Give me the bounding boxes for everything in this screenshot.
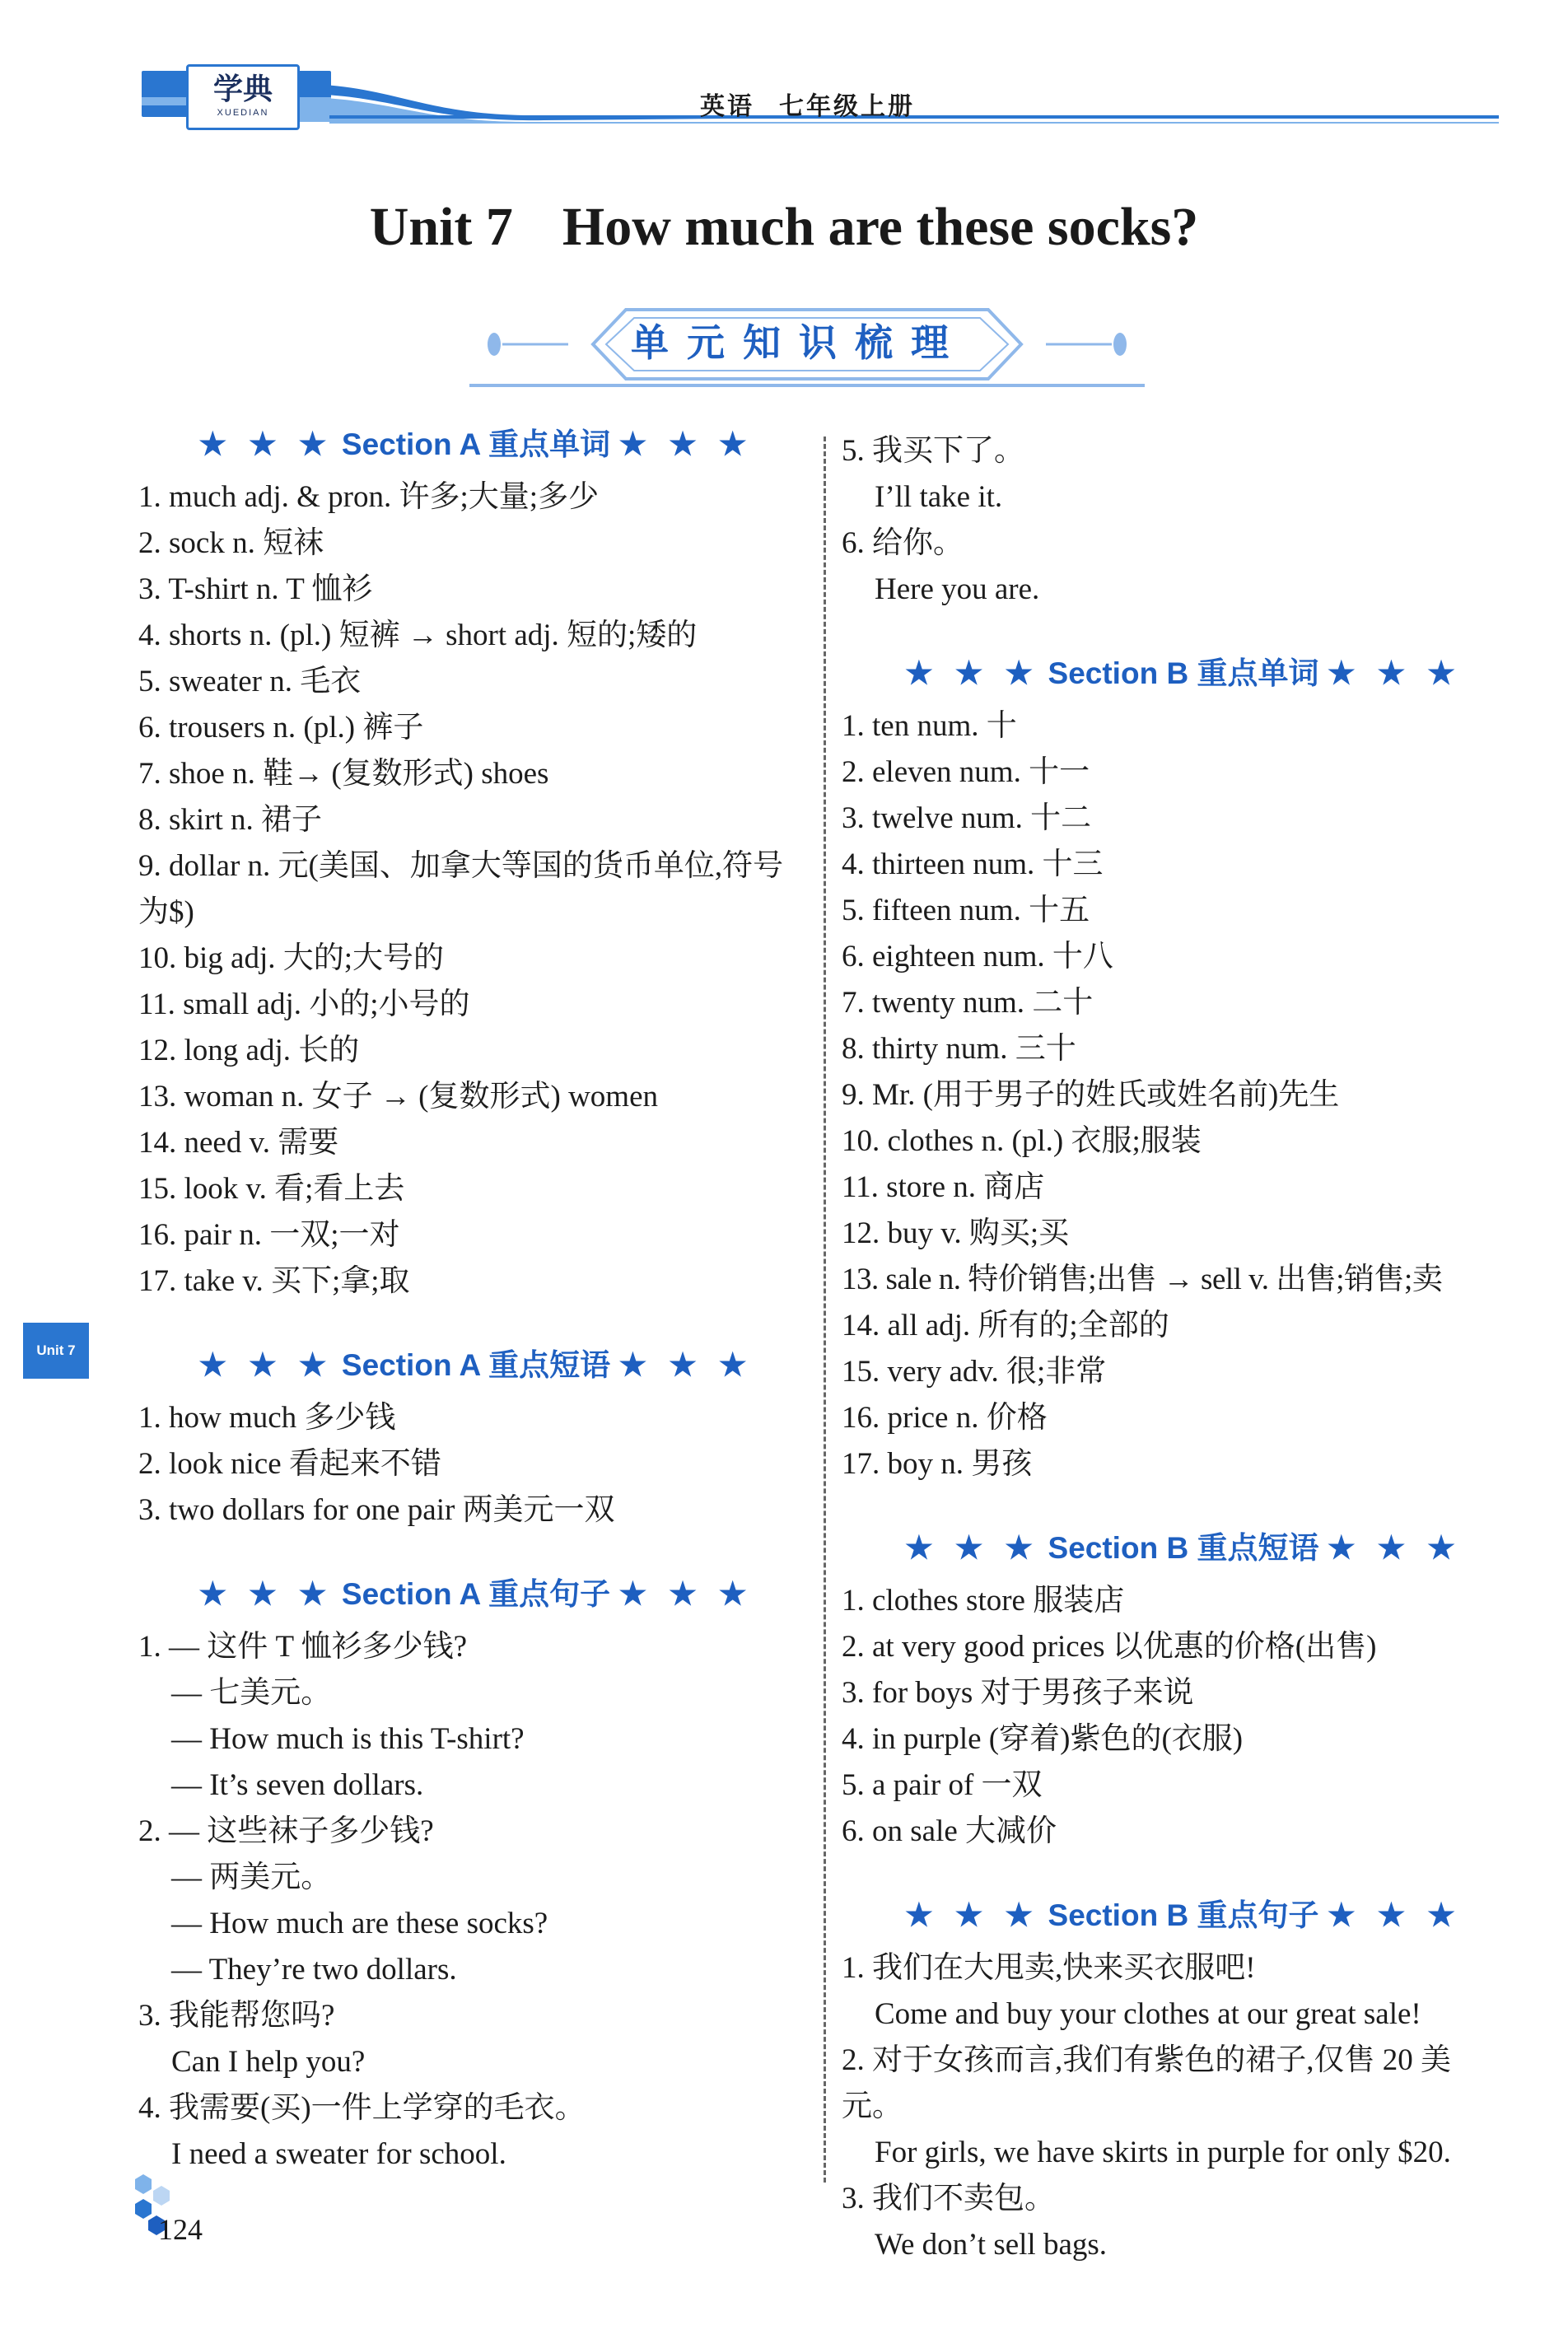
list-item: 17. boy n. 男孩 [842, 1447, 1033, 1481]
list-item: 6. eighteen num. 十八 [842, 940, 1113, 973]
list-item: Come and buy your clothes at our great sale! [875, 1997, 1421, 2031]
section-a-sentences-heading: ★ ★ ★ Section A 重点句子 ★ ★ ★ [198, 1576, 754, 1612]
list-item: 2. look nice 看起来不错 [138, 1447, 441, 1481]
grade-label: 七年级上册 [779, 92, 915, 121]
list-item: 3. two dollars for one pair 两美元一双 [138, 1493, 615, 1527]
list-item: — They’re two dollars. [171, 1953, 457, 1987]
list-item: 11. small adj. 小的;小号的 [138, 987, 470, 1021]
list-item: 10. big adj. 大的;大号的 [138, 941, 445, 975]
list-item: 3. T-shirt n. T 恤衫 [138, 572, 373, 606]
list-item: 2. 对于女孩而言,我们有紫色的裙子,仅售 20 美元。 [842, 2043, 1451, 2123]
list-item: 4. thirteen num. 十三 [842, 847, 1104, 881]
list-item: 1. clothes store 服装店 [842, 1584, 1125, 1618]
list-item: — How much are these socks? [171, 1907, 548, 1940]
list-item: 1. 我们在大甩卖,快来买衣服吧! [842, 1951, 1256, 1985]
column-divider [824, 437, 826, 2183]
list-item: 6. 给你。 [842, 526, 964, 560]
list-item: 2. — 这些袜子多少钱? [138, 1814, 434, 1848]
list-item: 8. thirty num. 三十 [842, 1032, 1076, 1066]
right-column [842, 428, 1525, 2268]
subject-label: 英语 [700, 92, 754, 121]
banner-heading: 单元知识梳理 [631, 320, 967, 365]
list-item: 4. 我需要(买)一件上学穿的毛衣。 [138, 2091, 586, 2125]
page-number: 124 [158, 2213, 203, 2246]
section-b-words-heading: ★ ★ ★ Section B 重点单词 ★ ★ ★ [904, 656, 1463, 691]
list-item: We don’t sell bags. [875, 2228, 1108, 2262]
logo-en: XUEDIAN [217, 108, 269, 118]
unit-question: How much are these socks? [562, 197, 1199, 257]
list-item: 17. take v. 买下;拿;取 [138, 1264, 410, 1298]
list-item: 6. trousers n. (pl.) 裤子 [138, 711, 424, 745]
unit-number: Unit 7 [369, 197, 513, 257]
list-item: 15. very adv. 很;非常 [842, 1355, 1107, 1389]
list-item: 8. skirt n. 裙子 [138, 803, 323, 837]
publisher-logo [186, 64, 300, 130]
section-a-phrases-heading: ★ ★ ★ Section A 重点短语 ★ ★ ★ [198, 1347, 754, 1383]
list-item: — 七美元。 [171, 1676, 332, 1710]
list-item: I’ll take it. [875, 480, 1003, 514]
book-label [700, 86, 1046, 122]
list-item: 3. twelve num. 十二 [842, 801, 1092, 835]
left-column [138, 417, 814, 2178]
list-item: 9. dollar n. 元(美国、加拿大等国的货币单位,符号为$) [138, 849, 784, 929]
list-item: 2. eleven num. 十一 [842, 755, 1090, 789]
list-item: I need a sweater for school. [171, 2137, 506, 2171]
list-item: 7. twenty num. 二十 [842, 986, 1094, 1020]
list-item: 6. on sale 大减价 [842, 1814, 1057, 1848]
list-item: 2. sock n. 短袜 [138, 526, 324, 560]
list-item: — 两美元。 [171, 1860, 332, 1894]
list-item: 11. store n. 商店 [842, 1170, 1045, 1204]
unit-title [0, 196, 1568, 259]
list-item: 5. a pair of 一双 [842, 1768, 1043, 1802]
list-item: 1. ten num. 十 [842, 709, 1017, 743]
header-rule-thin [329, 122, 1499, 124]
list-item: 4. shorts n. (pl.) 短裤 → short adj. 短的;矮的 [138, 619, 698, 652]
list-item: 9. Mr. (用于男子的姓氏或姓名前)先生 [842, 1078, 1340, 1112]
section-a-words-heading: ★ ★ ★ Section A 重点单词 ★ ★ ★ [198, 427, 754, 462]
list-item: 16. pair n. 一双;一对 [138, 1218, 400, 1252]
list-item: 3. 我们不卖包。 [842, 2182, 1055, 2215]
list-item: 13. sale n. 特价销售;出售 → sell v. 出售;销售;卖 [842, 1263, 1443, 1296]
list-item: 1. — 这件 T 恤衫多少钱? [138, 1630, 468, 1664]
unit-side-tab: Unit 7 [23, 1323, 89, 1379]
list-item: 1. how much 多少钱 [138, 1401, 396, 1435]
list-item: 3. 我能帮您吗? [138, 1999, 335, 2033]
list-item: 2. at very good prices 以优惠的价格(出售) [842, 1630, 1377, 1664]
list-item: 5. fifteen num. 十五 [842, 894, 1090, 927]
list-item: 7. shoe n. 鞋→ (复数形式) shoes [138, 757, 549, 791]
list-item: Can I help you? [171, 2045, 366, 2079]
list-item: 5. 我买下了。 [842, 434, 1024, 468]
section-b-sentences-heading: ★ ★ ★ Section B 重点句子 ★ ★ ★ [904, 1898, 1463, 1933]
list-item: 15. look v. 看;看上去 [138, 1172, 405, 1206]
list-item: 12. long adj. 长的 [138, 1034, 360, 1067]
list-item: For girls, we have skirts in purple for only $20. [875, 2136, 1451, 2169]
list-item: 4. in purple (穿着)紫色的(衣服) [842, 1722, 1244, 1756]
list-item: 16. price n. 价格 [842, 1401, 1048, 1435]
list-item: — It’s seven dollars. [171, 1768, 424, 1802]
list-item: 5. sweater n. 毛衣 [138, 665, 362, 698]
list-item: Here you are. [875, 572, 1040, 606]
logo-cn: 学典 [212, 72, 273, 106]
list-item: 12. buy v. 购买;买 [842, 1216, 1070, 1250]
list-item: 14. need v. 需要 [138, 1126, 339, 1160]
list-item: 13. woman n. 女子 → (复数形式) women [138, 1080, 658, 1113]
list-item: — How much is this T-shirt? [171, 1722, 525, 1756]
list-item: 10. clothes n. (pl.) 衣服;服装 [842, 1124, 1202, 1158]
section-b-phrases-heading: ★ ★ ★ Section B 重点短语 ★ ★ ★ [904, 1530, 1463, 1566]
list-item: 14. all adj. 所有的;全部的 [842, 1309, 1169, 1342]
list-item: 1. much adj. & pron. 许多;大量;多少 [138, 480, 600, 514]
list-item: 3. for boys 对于男孩子来说 [842, 1676, 1194, 1710]
